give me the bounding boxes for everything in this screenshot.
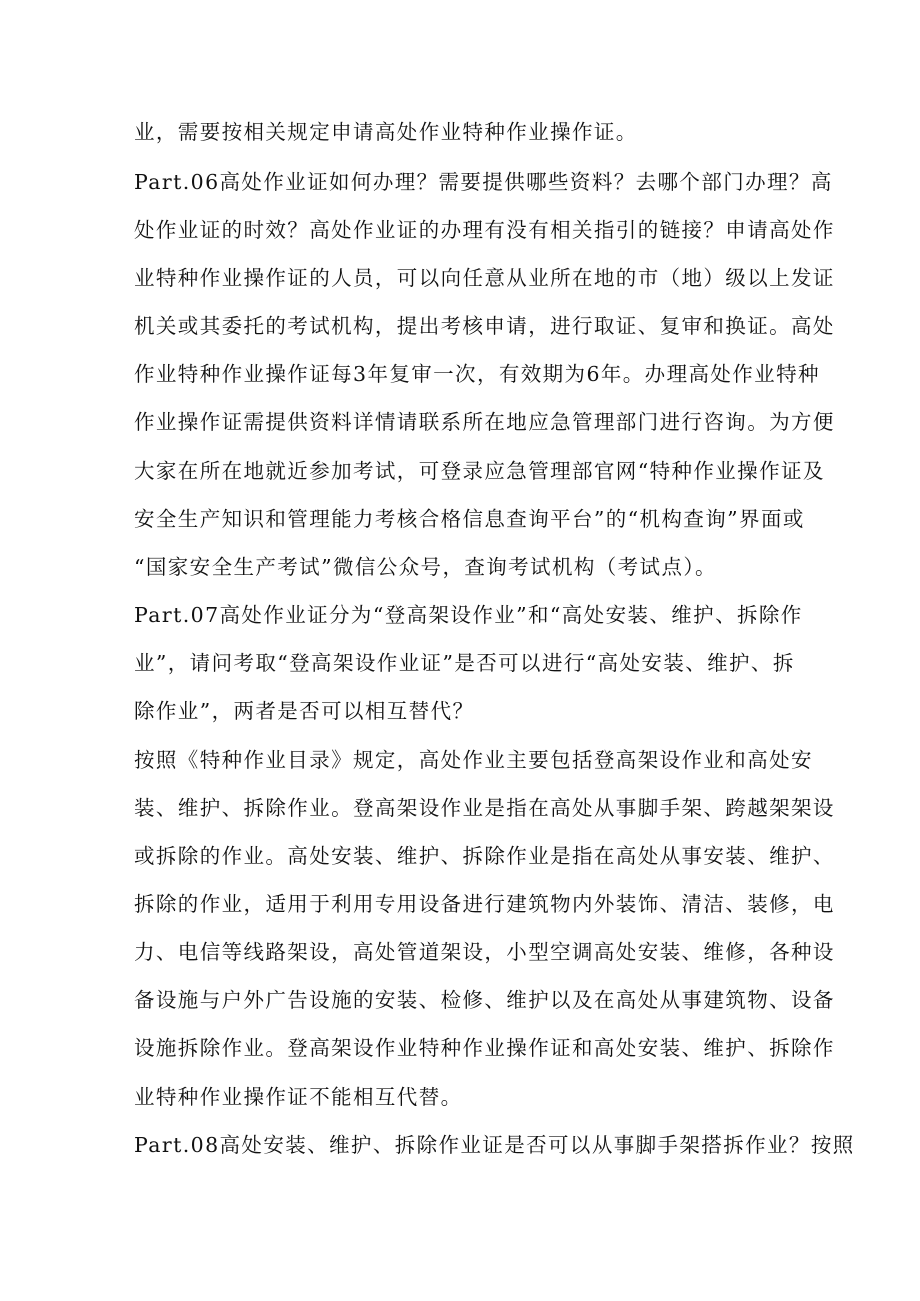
text-line-13: 除作业”，两者是否可以相互替代？ bbox=[134, 699, 475, 723]
text-line-5: 机关或其委托的考试机构，提出考核申请，进行取证、复审和换证。高处 bbox=[134, 314, 835, 338]
text-line-22: Part.08高处安装、维护、拆除作业证是否可以从事脚手架搭拆作业？按照 bbox=[134, 1133, 855, 1157]
text-line-2: Part.06高处作业证如何办理？需要提供哪些资料？去哪个部门办理？高 bbox=[134, 170, 833, 194]
text-line-17: 拆除的作业，适用于利用专用设备进行建筑物内外装饰、清洁、装修，电 bbox=[134, 892, 835, 916]
text-line-21: 业特种作业操作证不能相互代替。 bbox=[134, 1085, 463, 1109]
text-line-10: “国家安全生产考试”微信公众号，查询考试机构（考试点）。 bbox=[134, 555, 717, 579]
text-line-14: 按照《特种作业目录》规定，高处作业主要包括登高架设作业和高处安 bbox=[134, 748, 813, 772]
text-line-7: 作业操作证需提供资料详情请联系所在地应急管理部门进行咨询。为方便 bbox=[134, 410, 835, 434]
text-line-16: 或拆除的作业。高处安装、维护、拆除作业是指在高处从事安装、维护、 bbox=[134, 844, 835, 868]
text-line-3: 处作业证的时效？高处作业证的办理有没有相关指引的链接？申请高处作 bbox=[134, 218, 835, 242]
text-line-8: 大家在所在地就近参加考试，可登录应急管理部官网“特种作业操作证及 bbox=[134, 459, 825, 483]
text-line-6: 作业特种作业操作证每3年复审一次，有效期为6年。办理高处作业特种 bbox=[134, 362, 820, 386]
text-line-9: 安全生产知识和管理能力考核合格信息查询平台”的“机构查询”界面或 bbox=[134, 507, 805, 531]
text-line-15: 装、维护、拆除作业。登高架设作业是指在高处从事脚手架、跨越架架设 bbox=[134, 796, 835, 820]
text-line-20: 设施拆除作业。登高架设作业特种作业操作证和高处安装、维护、拆除作 bbox=[134, 1036, 835, 1060]
text-line-18: 力、电信等线路架设，高处管道架设，小型空调高处安装、维修，各种设 bbox=[134, 940, 835, 964]
text-line-12: 业”，请问考取“登高架设作业证”是否可以进行“高处安装、维护、拆 bbox=[134, 651, 795, 675]
text-line-4: 业特种作业操作证的人员，可以向任意从业所在地的市（地）级以上发证 bbox=[134, 266, 835, 290]
text-line-11: Part.07高处作业证分为“登高架设作业”和“高处安装、维护、拆除作 bbox=[134, 603, 803, 627]
text-line-1: 业，需要按相关规定申请高处作业特种作业操作证。 bbox=[134, 120, 638, 144]
text-line-19: 备设施与户外广告设施的安装、检修、维护以及在高处从事建筑物、设备 bbox=[134, 988, 835, 1012]
